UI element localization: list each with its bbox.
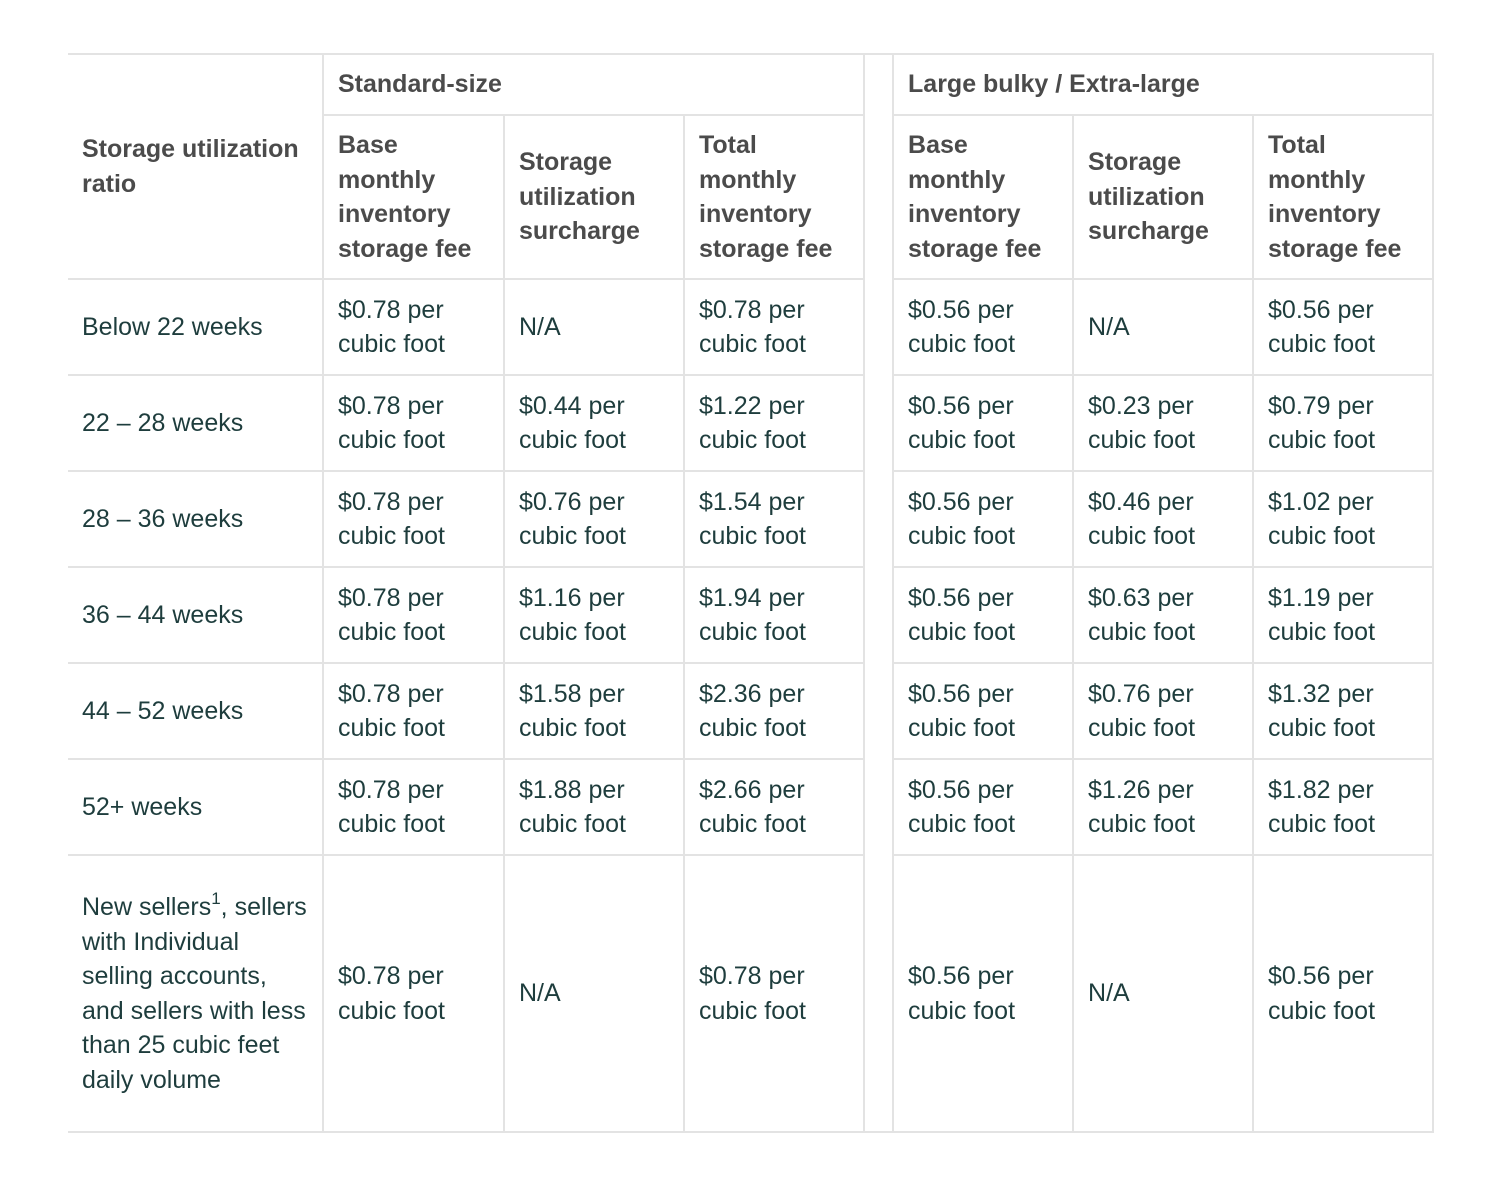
cell-std-surcharge: N/A	[504, 855, 684, 1132]
cell-std-surcharge: $1.88 per cubic foot	[504, 759, 684, 855]
cell-std-total: $1.22 per cubic foot	[684, 375, 864, 471]
cell-lb-surcharge: $0.23 per cubic foot	[1073, 375, 1253, 471]
cell-lb-base: $0.56 per cubic foot	[893, 471, 1073, 567]
cell-std-total: $0.78 per cubic foot	[684, 855, 864, 1132]
cell-lb-total: $1.82 per cubic foot	[1253, 759, 1433, 855]
table-row	[68, 759, 1433, 855]
row-label-prefix: New sellers	[82, 893, 212, 921]
group-header-large-bulky: Large bulky / Extra-large	[893, 54, 1433, 115]
cell-std-base: $0.78 per cubic foot	[323, 567, 504, 663]
cell-lb-base: $0.56 per cubic foot	[893, 759, 1073, 855]
row-header-label: Storage utilization ratio	[68, 54, 323, 279]
col-header-std-surcharge: Storage utilization surcharge	[504, 115, 684, 279]
row-label: 28 – 36 weeks	[68, 471, 323, 567]
cell-std-surcharge: N/A	[504, 279, 684, 375]
cell-std-base: $0.78 per cubic foot	[323, 471, 504, 567]
column-gap	[864, 115, 893, 279]
cell-std-surcharge: $0.76 per cubic foot	[504, 471, 684, 567]
column-gap	[864, 567, 893, 663]
col-header-std-total-fee: Total monthly inventory storage fee	[684, 115, 864, 279]
cell-lb-total: $1.02 per cubic foot	[1253, 471, 1433, 567]
table-row	[68, 663, 1433, 759]
cell-lb-base: $0.56 per cubic foot	[893, 567, 1073, 663]
cell-std-base: $0.78 per cubic foot	[323, 663, 504, 759]
row-label	[68, 855, 323, 1132]
cell-std-surcharge: $1.16 per cubic foot	[504, 567, 684, 663]
group-header-row	[68, 54, 1433, 115]
cell-lb-surcharge: N/A	[1073, 279, 1253, 375]
column-gap	[864, 855, 893, 1132]
row-label: 36 – 44 weeks	[68, 567, 323, 663]
cell-std-total: $0.78 per cubic foot	[684, 279, 864, 375]
cell-lb-base: $0.56 per cubic foot	[893, 663, 1073, 759]
cell-lb-surcharge: N/A	[1073, 855, 1253, 1132]
cell-lb-surcharge: $0.63 per cubic foot	[1073, 567, 1253, 663]
cell-std-base: $0.78 per cubic foot	[323, 759, 504, 855]
cell-std-total: $1.54 per cubic foot	[684, 471, 864, 567]
cell-lb-total: $0.56 per cubic foot	[1253, 279, 1433, 375]
row-label: 44 – 52 weeks	[68, 663, 323, 759]
column-gap	[864, 759, 893, 855]
table-row	[68, 855, 1433, 1132]
cell-std-base: $0.78 per cubic foot	[323, 855, 504, 1132]
table-row	[68, 471, 1433, 567]
column-gap	[864, 663, 893, 759]
col-header-lb-total-fee: Total monthly inventory storage fee	[1253, 115, 1433, 279]
column-gap	[864, 471, 893, 567]
cell-std-base: $0.78 per cubic foot	[323, 375, 504, 471]
cell-std-surcharge: $0.44 per cubic foot	[504, 375, 684, 471]
group-header-standard-size: Standard-size	[323, 54, 864, 115]
col-header-std-base-fee: Base monthly inventory storage fee	[323, 115, 504, 279]
cell-lb-base: $0.56 per cubic foot	[893, 375, 1073, 471]
row-label: 22 – 28 weeks	[68, 375, 323, 471]
cell-lb-total: $1.19 per cubic foot	[1253, 567, 1433, 663]
row-label-suffix: , sellers with Individual selling accounts, and sellers with less than 25 cubic feet daily volume	[82, 893, 307, 1094]
cell-lb-base: $0.56 per cubic foot	[893, 279, 1073, 375]
row-label: Below 22 weeks	[68, 279, 323, 375]
column-gap	[864, 279, 893, 375]
cell-lb-total: $1.32 per cubic foot	[1253, 663, 1433, 759]
storage-fee-table	[68, 53, 1434, 1133]
col-header-lb-surcharge: Storage utilization surcharge	[1073, 115, 1253, 279]
cell-std-total: $1.94 per cubic foot	[684, 567, 864, 663]
row-label: 52+ weeks	[68, 759, 323, 855]
cell-std-total: $2.36 per cubic foot	[684, 663, 864, 759]
table-row	[68, 279, 1433, 375]
cell-lb-surcharge: $0.46 per cubic foot	[1073, 471, 1253, 567]
cell-lb-base: $0.56 per cubic foot	[893, 855, 1073, 1132]
cell-lb-surcharge: $1.26 per cubic foot	[1073, 759, 1253, 855]
cell-lb-surcharge: $0.76 per cubic foot	[1073, 663, 1253, 759]
column-gap	[864, 54, 893, 115]
col-header-lb-base-fee: Base monthly inventory storage fee	[893, 115, 1073, 279]
cell-std-base: $0.78 per cubic foot	[323, 279, 504, 375]
table-row	[68, 375, 1433, 471]
table-row	[68, 567, 1433, 663]
cell-lb-total: $0.56 per cubic foot	[1253, 855, 1433, 1132]
column-gap	[864, 375, 893, 471]
cell-std-surcharge: $1.58 per cubic foot	[504, 663, 684, 759]
cell-lb-total: $0.79 per cubic foot	[1253, 375, 1433, 471]
cell-std-total: $2.66 per cubic foot	[684, 759, 864, 855]
footnote-marker[interactable]: 1	[211, 888, 221, 908]
